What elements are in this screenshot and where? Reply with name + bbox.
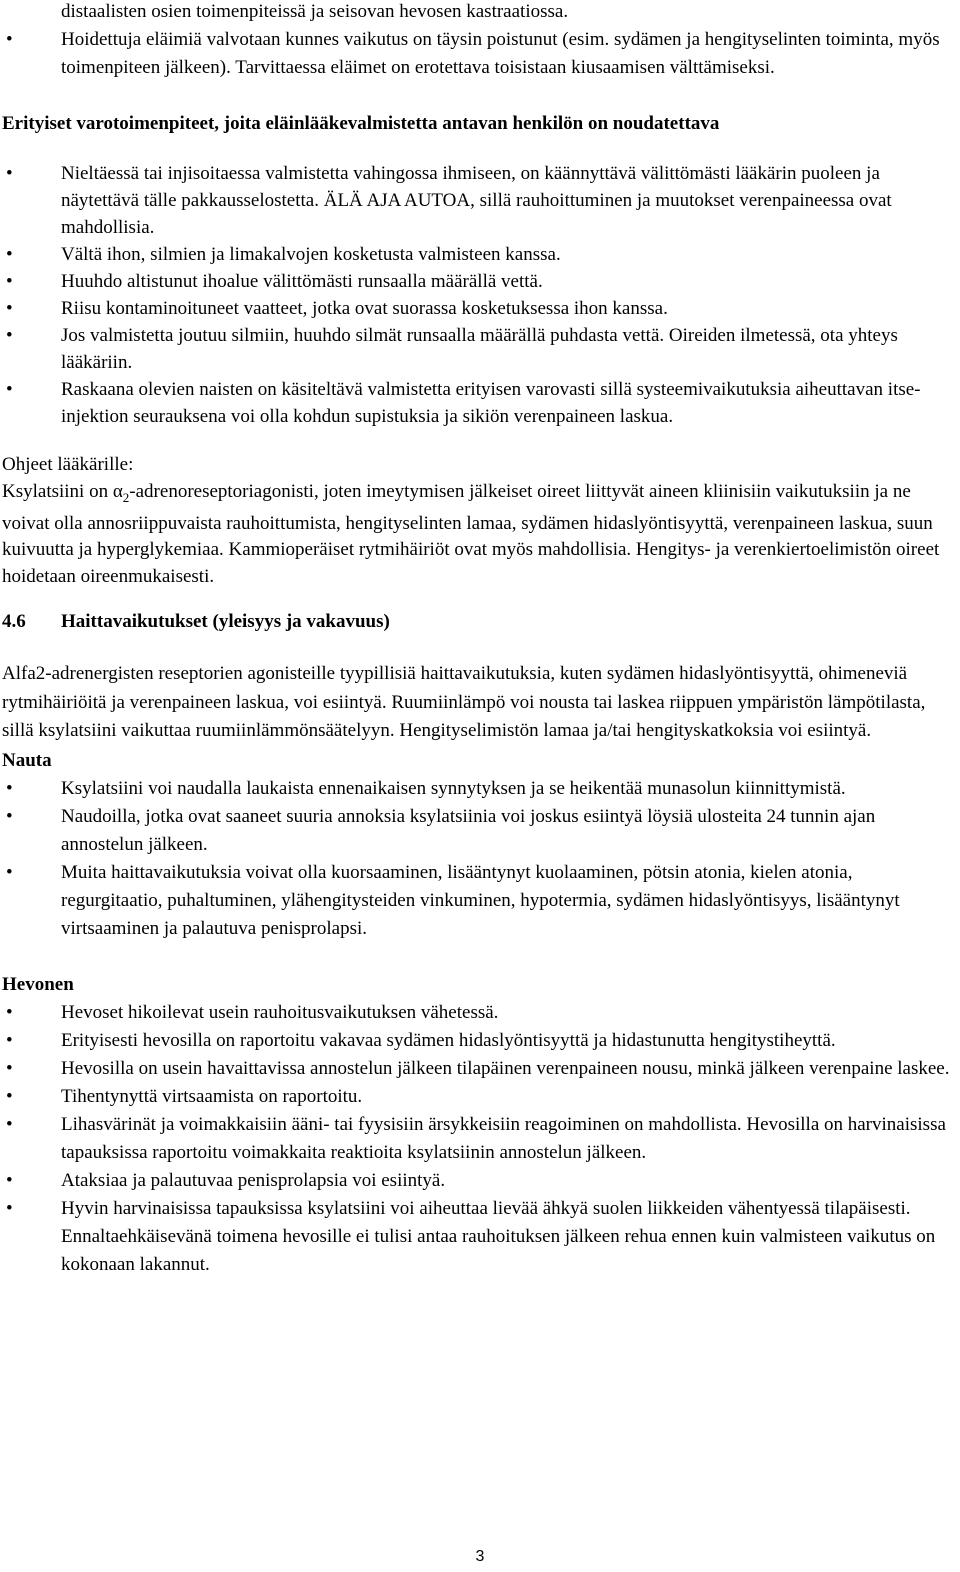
- list-item: • Nieltäessä tai injisoitaessa valmistetta vahingossa ihmiseen, on käännyttävä välittömästi lääkärin puoleen ja näytettävä tälle pakkausselostetta. ÄLÄ AJA AUTOA, sillä rauhoittuminen ja muutokset verenpaineessa ovat mahdollisia.: [2, 160, 958, 241]
- list-item: • Hoidettuja eläimiä valvotaan kunnes vaikutus on täysin poistunut (esim. sydämen ja hengityselinten toiminta, myös toimenpiteen jälkeen). Tarvittaessa eläimet on erotettava toisistaan kiusaamisen välttämiseksi.: [2, 26, 958, 82]
- list-item: • Ataksiaa ja palautuvaa penisprolapsia voi esiintyä.: [2, 1167, 958, 1195]
- list-item: • Hyvin harvinaisissa tapauksissa ksylatsiini voi aiheuttaa lievää ähkyä suolen liikkeiden vähentyessä tilapäisesti. Ennaltaehkäisevänä toimena hevosille ei tulisi antaa rauhoituksen jälkeen rehua ennen kuin valmisteen vaikutus on kokonaan lakannut.: [2, 1195, 958, 1279]
- nauta-heading: Nauta: [2, 749, 52, 771]
- nauta-list: [2, 775, 958, 943]
- page-number: 3: [475, 1548, 485, 1565]
- list-item: • Raskaana olevien naisten on käsiteltävä valmistetta erityisen varovasti sillä systeemivaikutuksia aiheuttavan itse-injektion seurauksena voi olla kohdun supistuksia ja sikiön verenpaineen laskua.: [2, 376, 958, 430]
- section-intro: Alfa2-adrenergisten reseptorien agonisteille tyypillisiä haittavaikutuksia, kuten sydämen hidaslyöntisyyttä, ohimeneviä rytmihäiriöitä ja verenpaineen laskua, voi esiintyä. Ruumiinlämpö voi nousta tai laskea riippuen ympäristön lämpötilasta, sillä ksylatsiini vaikuttaa ruumiinlämmönsäätelyyn. Hengityselimistön lamaa ja/tai hengityskatkoksia voi esiintyä.: [2, 663, 926, 742]
- list-item: • Naudoilla, jotka ovat saaneet suuria annoksia ksylatsiinia voi joskus esiintyä löysiä ulosteita 24 tunnin ajan annostelun jälkeen.: [2, 803, 958, 859]
- doctor-notes-label: Ohjeet lääkärille:: [2, 454, 134, 475]
- section-title: Haittavaikutukset (yleisyys ja vakavuus): [61, 611, 390, 633]
- hevonen-heading: Hevonen: [2, 973, 74, 995]
- list-item: • Muita haittavaikutuksia voivat olla kuorsaaminen, lisääntynyt kuolaaminen, pötsin atonia, kielen atonia, regurgitaatio, puhaltuminen, ylähengitysteiden vinkuminen, hypotermia, sydämen hidaslyöntisyys, lisääntynyt virtsaaminen ja palautuva penisprolapsi.: [2, 859, 958, 943]
- list-item: • Hevoset hikoilevat usein rauhoitusvaikutuksen vähetessä.: [2, 999, 958, 1027]
- section-heading: [2, 608, 958, 636]
- precautions-list: [2, 160, 958, 430]
- hevonen-list: [2, 999, 958, 1279]
- section-number: 4.6: [2, 611, 26, 633]
- continuation-line: distaalisten osien toimenpiteissä ja seisovan hevosen kastraatiossa.: [61, 1, 569, 22]
- list-item: • Vältä ihon, silmien ja limakalvojen kosketusta valmisteen kanssa.: [2, 241, 958, 268]
- list-item: • Ksylatsiini voi naudalla laukaista ennenaikaisen synnytyksen ja se heikentää munasolun kiinnittymistä.: [2, 775, 958, 803]
- list-item: • Hevosilla on usein havaittavissa annostelun jälkeen tilapäinen verenpaineen nousu, minkä jälkeen verenpaine laskee.: [2, 1055, 958, 1083]
- list-item: • Erityisesti hevosilla on raportoitu vakavaa sydämen hidaslyöntisyyttä ja hidastunutta hengitystiheyttä.: [2, 1027, 958, 1055]
- special-precautions-heading: Erityiset varotoimenpiteet, joita eläinlääkevalmistetta antavan henkilön on noudatettava: [2, 113, 720, 134]
- document-page: [2, 0, 958, 1279]
- list-item: • Tihentynyttä virtsaamista on raportoitu.: [2, 1083, 958, 1111]
- list-item: • Huuhdo altistunut ihoalue välittömästi runsaalla määrällä vettä.: [2, 268, 958, 295]
- list-item: • Riisu kontaminoituneet vaatteet, jotka ovat suorassa kosketuksessa ihon kanssa.: [2, 295, 958, 322]
- intro-bullet-list: [2, 26, 958, 82]
- doctor-notes-text: Ksylatsiini on $\alpha_2$-adrenoreseptoriagonisti, joten imeytymisen jälkeiset oireet liittyvät aineen kliinisiin vaikutuksiin ja ne voivat olla annosriippuvaista rauhoittumista, hengityselinten lamaa, sydämen hidaslyöntisyyttä, verenpaineen laskua, suun kuivuutta ja hyperglykemiaa. Kammioperäiset rytmihäiriöt ovat myös mahdollisia. Hengitys- ja verenkiertoelimistön oireet hoidetaan oireenmukaisesti.: [2, 480, 940, 587]
- list-item: • Jos valmistetta joutuu silmiin, huuhdo silmät runsaalla määrällä puhdasta vettä. Oireiden ilmetessä, ota yhteys lääkäriin.: [2, 322, 958, 376]
- list-item: • Lihasvärinät ja voimakkaisiin ääni- tai fyysisiin ärsykkeisiin reagoiminen on mahdollista. Hevosilla on harvinaisissa tapauksissa raportoitu voimakkaita reaktioita ksylatsiinin annostelun jälkeen.: [2, 1111, 958, 1167]
